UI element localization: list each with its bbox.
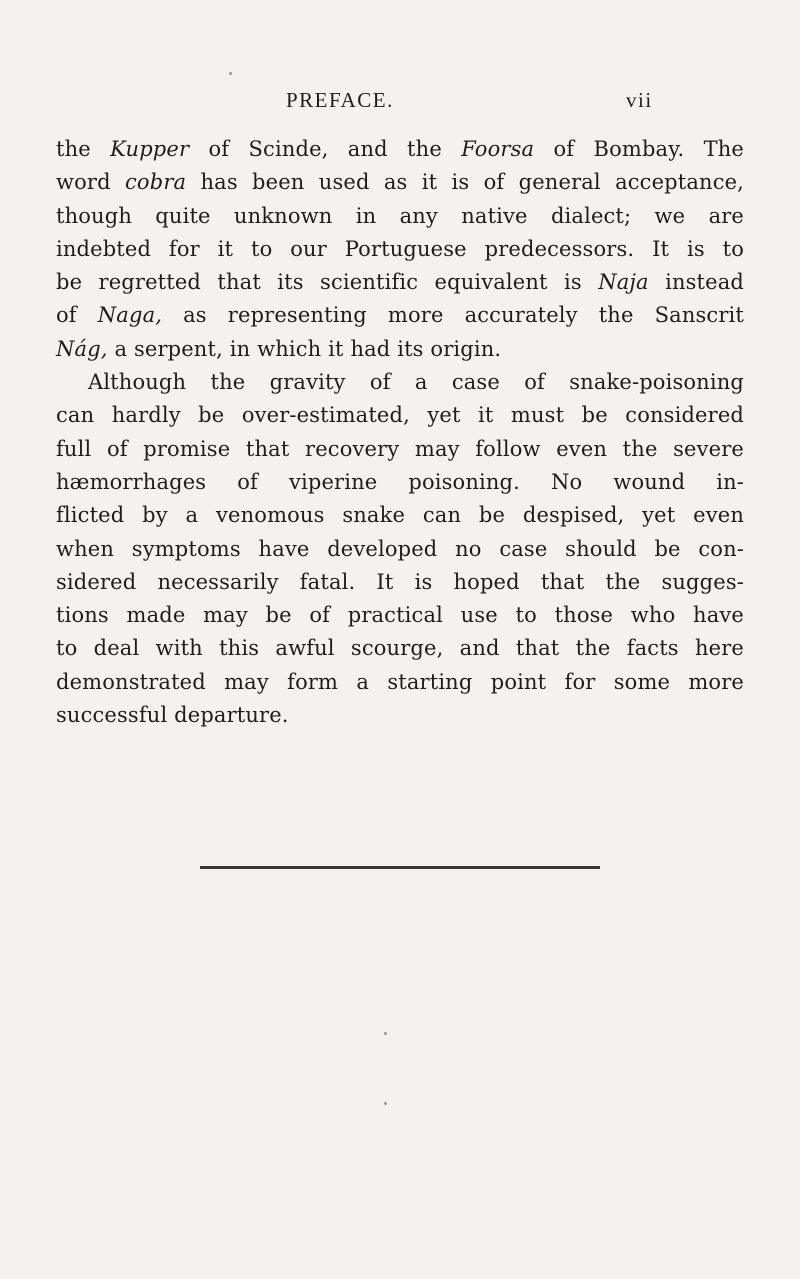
paper-speck [229, 72, 232, 75]
text-line: when symptoms have developed no case should be con- [56, 536, 744, 561]
paper-speck [384, 1102, 387, 1105]
text-line: though quite unknown in any native dialect; we are [56, 203, 744, 228]
body-text [56, 133, 744, 732]
text-line: flicted by a venomous snake can be despised, yet even [56, 503, 744, 528]
page-number: vii [626, 88, 653, 112]
text-line: hæmorrhages of viperine poisoning. No wound in- [56, 469, 744, 494]
text-line: can hardly be over-estimated, yet it must be considered [56, 403, 744, 428]
text-line: successful departure. [56, 703, 289, 728]
text-line: to deal with this awful scourge, and that the facts here [56, 636, 744, 661]
text-line: the Kupper of Scinde, and the Foorsa of Bombay. The [56, 137, 744, 161]
text-line: word cobra has been used as it is of general acceptance, [56, 170, 745, 195]
text-line: tions made may be of practical use to those who have [56, 603, 744, 628]
text-line: Nág, a serpent, in which it had its origin. [56, 336, 502, 361]
text-line: demonstrated may form a starting point for some more [56, 669, 744, 694]
text-line: be regretted that its scientific equivalent is Naja instead [56, 270, 744, 295]
horizontal-rule [200, 866, 600, 869]
text-line: of Naga, as representing more accurately the Sanscrit [56, 303, 744, 328]
running-title: PREFACE. [286, 88, 394, 112]
text-line: indebted for it to our Portuguese predecessors. It is to [56, 236, 744, 261]
text-line: full of promise that recovery may follow even the severe [56, 436, 744, 461]
text-line: Although the gravity of a case of snake-poisoning [88, 370, 744, 395]
text-line: sidered necessarily fatal. It is hoped that the sugges- [56, 569, 744, 594]
paper-speck [384, 1032, 387, 1035]
running-head [0, 88, 800, 118]
